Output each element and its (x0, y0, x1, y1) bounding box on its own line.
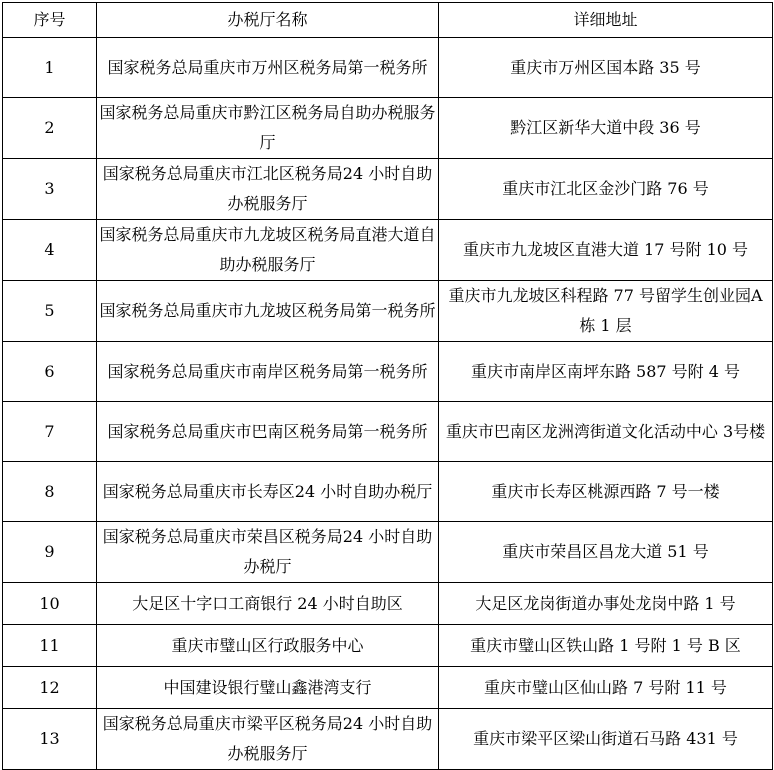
row-seq: 3 (3, 159, 97, 220)
table-row (3, 522, 773, 583)
table-row (3, 220, 773, 281)
header-seq: 序号 (3, 3, 97, 38)
address-text: 重庆市巴南区龙洲湾街道文化活动中心 3号楼 (445, 421, 766, 441)
table-row (3, 38, 773, 98)
office-name-text: 国家税务总局重庆市九龙坡区税务局第一税务所 (99, 301, 436, 320)
office-name-text: 国家税务总局重庆市巴南区税务局第一税务所 (107, 421, 428, 441)
row-address (439, 625, 773, 667)
office-name-text: 中国建设银行璧山鑫港湾支行 (163, 677, 372, 697)
row-address (439, 462, 773, 522)
office-name-text: 国家税务总局重庆市长寿区24 小时自助办税厅 (102, 481, 433, 501)
row-seq: 6 (3, 342, 97, 402)
row-seq: 1 (3, 38, 97, 98)
row-address (439, 402, 773, 462)
office-name-text: 国家税务总局重庆市九龙坡区税务局直港大道自助办税服务厅 (99, 225, 436, 274)
header-office-name: 办税厅名称 (97, 3, 439, 38)
table-row (3, 159, 773, 220)
header-address: 详细地址 (439, 3, 773, 38)
row-address (439, 709, 773, 770)
row-seq: 7 (3, 402, 97, 462)
address-text: 重庆市璧山区铁山路 1 号附 1 号 B 区 (470, 635, 741, 655)
row-address (439, 281, 773, 342)
row-office-name (97, 98, 439, 159)
row-address (439, 98, 773, 159)
row-office-name (97, 667, 439, 709)
table-row (3, 625, 773, 667)
row-seq: 2 (3, 98, 97, 159)
office-name-text: 国家税务总局重庆市江北区税务局24 小时自助办税服务厅 (102, 164, 433, 213)
table-row (3, 281, 773, 342)
table-row (3, 583, 773, 625)
row-office-name (97, 625, 439, 667)
address-text: 重庆市九龙坡区科程路 77 号留学生创业园A 栋 1 层 (448, 286, 763, 335)
address-text: 重庆市江北区金沙门路 76 号 (502, 179, 709, 198)
table-header-row (3, 3, 773, 38)
address-text: 重庆市长寿区桃源西路 7 号一楼 (491, 481, 720, 501)
row-seq: 8 (3, 462, 97, 522)
office-name-text: 国家税务总局重庆市黔江区税务局自助办税服务厅 (99, 103, 436, 152)
row-address (439, 159, 773, 220)
address-text: 重庆市荣昌区昌龙大道 51 号 (502, 542, 709, 561)
row-seq: 11 (3, 625, 97, 667)
address-text: 大足区龙岗街道办事处龙岗中路 1 号 (475, 593, 736, 613)
row-office-name (97, 159, 439, 220)
row-seq: 4 (3, 220, 97, 281)
address-text: 黔江区新华大道中段 36 号 (510, 118, 701, 137)
table-row (3, 402, 773, 462)
table-row (3, 342, 773, 402)
row-seq: 12 (3, 667, 97, 709)
address-text: 重庆市梁平区梁山街道石马路 431 号 (473, 729, 738, 748)
tax-office-table (2, 2, 773, 770)
row-office-name (97, 462, 439, 522)
row-seq: 5 (3, 281, 97, 342)
table-row (3, 98, 773, 159)
row-address (439, 583, 773, 625)
office-name-text: 大足区十字口工商银行 24 小时自助区 (132, 593, 403, 613)
row-seq: 10 (3, 583, 97, 625)
address-text: 重庆市南岸区南坪东路 587 号附 4 号 (470, 361, 741, 381)
office-name-text: 重庆市璧山区行政服务中心 (171, 635, 364, 655)
table-row (3, 462, 773, 522)
row-address (439, 220, 773, 281)
row-address (439, 342, 773, 402)
row-address (439, 667, 773, 709)
table-row (3, 709, 773, 770)
row-office-name (97, 220, 439, 281)
office-name-text: 国家税务总局重庆市梁平区税务局24 小时自助办税服务厅 (102, 714, 433, 763)
address-text: 重庆市万州区国本路 35 号 (510, 57, 701, 77)
office-name-text: 国家税务总局重庆市荣昌区税务局24 小时自助办税厅 (102, 527, 433, 576)
row-office-name (97, 583, 439, 625)
row-seq: 13 (3, 709, 97, 770)
office-name-text: 国家税务总局重庆市万州区税务局第一税务所 (107, 57, 428, 77)
address-text: 重庆市九龙坡区直港大道 17 号附 10 号 (462, 240, 749, 259)
row-seq: 9 (3, 522, 97, 583)
row-office-name (97, 709, 439, 770)
row-address (439, 522, 773, 583)
row-office-name (97, 342, 439, 402)
row-office-name (97, 281, 439, 342)
row-office-name (97, 402, 439, 462)
office-name-text: 国家税务总局重庆市南岸区税务局第一税务所 (107, 361, 428, 381)
row-office-name (97, 522, 439, 583)
table-row (3, 667, 773, 709)
row-office-name (97, 38, 439, 98)
address-text: 重庆市璧山区仙山路 7 号附 11 号 (484, 677, 727, 697)
row-address (439, 38, 773, 98)
